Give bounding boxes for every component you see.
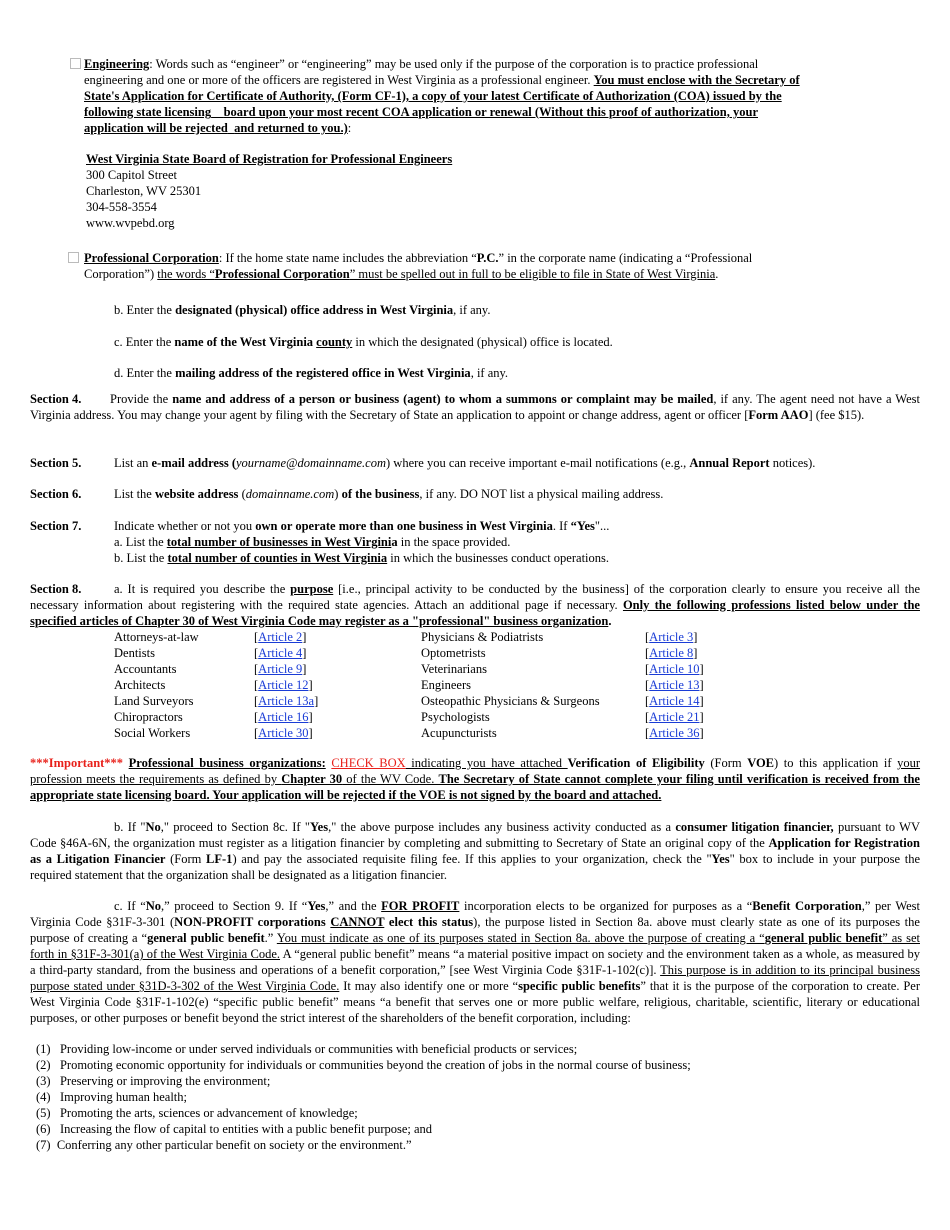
text: consumer litigation financier, [675, 820, 834, 834]
profession-name: Osteopathic Physicians & Surgeons [421, 694, 600, 708]
section-7-a [114, 534, 920, 550]
profession-name: Attorneys-at-law [114, 630, 199, 644]
text: VOE [747, 756, 775, 770]
text: , if any. The agent need not have a West Virginia address. You may change your agent by filing with the Secretary of State an application to appoint or change address, agent or officer [ [30, 392, 920, 422]
profession-name: Land Surveyors [114, 694, 194, 708]
text: purpose [290, 582, 334, 596]
text: : [347, 121, 352, 135]
text: A “general public benefit” means “a material positive impact on society and the environment taken as a whole, as measured by a third-party standard, from the business and operations of a benefit corporation,” [see West Virginia Code §31F-1-102(c)]. [30, 947, 920, 977]
section-label: Section 4. [30, 392, 82, 406]
item-b [114, 302, 491, 318]
list-item: (3) Preserving or improving the environment; [36, 1074, 271, 1088]
text: ,” and the [325, 899, 382, 913]
text: website address [154, 487, 239, 501]
text: incorporation elects to be organized for purposes as a “ [459, 899, 753, 913]
profession-name: Veterinarians [421, 662, 487, 676]
article-link[interactable]: Article 21 [649, 710, 700, 724]
text: Form AAO [748, 408, 809, 422]
text: It may also identify one or more “ [339, 979, 519, 993]
text: P.C. [476, 251, 499, 265]
article-link[interactable]: Article 13 [649, 678, 700, 692]
table-cell [114, 693, 254, 709]
text: ” in the corporate name (indicating a “Professional Corporation”) [84, 251, 753, 281]
text: Yes [307, 899, 326, 913]
text: general public benefit [147, 931, 265, 945]
text: No [145, 820, 161, 834]
profession-name: Engineers [421, 678, 471, 692]
text: a [391, 535, 398, 549]
text: and returned to you.) [234, 121, 348, 135]
table-cell: [Article 13a] [254, 694, 319, 708]
text: ), the purpose listed in Section 8a. above must clearly state as one of its purposes the purpose of creating a “ [30, 915, 920, 945]
text: elect this status [384, 915, 474, 929]
table-cell: [Article 30] [254, 726, 313, 740]
table-row [114, 693, 725, 709]
table-cell [421, 677, 645, 693]
table-cell: [Article 4] [254, 646, 307, 660]
text: mailing address of the registered office in West Virginia [175, 366, 471, 380]
table-cell: [Article 21] [645, 710, 704, 724]
text: general public benefit [764, 931, 883, 945]
text: [i.e., principal activity to be conducted by the business] of the corporation clearly to ensure you receive all the necessary information about registering with the required state agencies. Attach an additional page if necessary. [30, 582, 920, 612]
table-row [114, 661, 725, 677]
profession-name: Psychologists [421, 710, 490, 724]
text: total number of counties in West Virginia [167, 551, 388, 565]
text: ,” per West Virginia Code §31F-3-301 ( [30, 899, 921, 929]
text: pursuant to WV Code §46A-6N, the organization must register as a litigation financier by completing and submitting to Secretary of State an original copy of the [30, 820, 920, 850]
table-row [114, 725, 725, 741]
table-row [114, 709, 725, 725]
text: Indicate whether or not you [114, 519, 256, 533]
table-cell [421, 645, 645, 661]
text: ) [334, 487, 342, 501]
text: name and address of a person or business (agent) to whom a summons or complaint may be mailed [172, 392, 714, 406]
article-link[interactable]: Article 2 [258, 630, 303, 644]
section-label: Section 8. [30, 582, 82, 596]
engineering-title: Engineering [84, 57, 150, 71]
text: in the space provided. [397, 535, 511, 549]
check-box-label: CHECK BOX [331, 756, 406, 770]
article-link[interactable]: Article 9 [258, 662, 303, 676]
item-d [114, 365, 508, 381]
text: own or operate more than one business in West Virginia [255, 519, 553, 533]
text: , if any. [470, 366, 509, 380]
text: a. List the [114, 535, 167, 549]
board-address [86, 151, 452, 231]
text: .” [264, 931, 277, 945]
text: FOR PROFIT [381, 899, 460, 913]
text: " box to include in your purpose the required statement that the organization shall be designated as a litigation financier. [30, 852, 921, 882]
article-link[interactable]: Article 30 [258, 726, 309, 740]
text: in which the businesses conduct operations. [387, 551, 610, 565]
article-link[interactable]: Article 13a [258, 694, 315, 708]
text: No [145, 899, 162, 913]
text: county [316, 335, 353, 349]
table-cell: [Article 2] [254, 630, 307, 644]
text: This purpose is in addition to its principal business purpose stated under §31D-3-302 of the West Virginia Code. [30, 963, 920, 993]
text: domainname.com [245, 487, 335, 501]
table-cell [421, 693, 645, 709]
text: LF-1 [206, 852, 233, 866]
table-row [114, 645, 725, 661]
section-5 [30, 455, 920, 471]
text: designated (physical) office address in West Virginia [175, 303, 454, 317]
table-cell [421, 709, 645, 725]
list-item: (2) Promoting economic opportunity for individuals or communities beyond the creation of jobs in the normal course of business; [36, 1058, 691, 1072]
table-cell: [Article 14] [645, 694, 704, 708]
table-cell [114, 661, 254, 677]
text: “Yes [570, 519, 595, 533]
text: List an [114, 456, 152, 470]
text: notices). [769, 456, 816, 470]
text: yourname@domainname.com [236, 456, 387, 470]
article-link[interactable]: Article 16 [258, 710, 309, 724]
profession-name: Physicians & Podiatrists [421, 630, 544, 644]
text: You must indicate as one of its purposes stated in Section 8a. above the purpose of creating a “ [276, 931, 765, 945]
text: in which the designated (physical) office is located. [352, 335, 613, 349]
important-label: ***Important*** [30, 756, 124, 770]
text: CANNOT [330, 915, 385, 929]
table-cell: [Article 12] [254, 678, 313, 692]
text: ” as set forth in §31F-3-301(a) of the West Virginia Code. [30, 931, 920, 961]
text: ," the above purpose includes any business activity conducted as a [328, 820, 676, 834]
text: of the business [341, 487, 420, 501]
profession-name: Dentists [114, 646, 155, 660]
text: Chapter 30 [281, 772, 343, 786]
text: . [608, 614, 612, 628]
text: of the WV Code. [342, 772, 439, 786]
pc-spelled-out [157, 267, 715, 281]
text: specific public benefits [518, 979, 641, 993]
table-cell: [Article 10] [645, 662, 704, 676]
article-link[interactable]: Article 36 [649, 726, 700, 740]
text: ," proceed to Section 8c. If " [160, 820, 310, 834]
text: (Form [704, 756, 748, 770]
section-7 [30, 518, 920, 566]
text: Application for Registration as a Litigation Financier [30, 836, 920, 866]
text: Annual Report [689, 456, 770, 470]
section-label: Section 7. [30, 519, 82, 533]
table-cell [421, 629, 645, 645]
item-c [114, 334, 613, 350]
text: , if any. [453, 303, 491, 317]
table-cell [421, 725, 645, 741]
text: List the [114, 487, 155, 501]
text: : Words such as “engineer” or “engineering” may be used only if the purpose of the corporation is to practice professional engineering and one or more of the officers are registered in West Virginia as a professional engineer. [84, 57, 759, 87]
profession-name: Social Workers [114, 726, 191, 740]
section-label: Section 6. [30, 487, 82, 501]
board-name: West Virginia State Board of Registration for Professional Engineers [86, 152, 453, 166]
table-row [114, 677, 725, 693]
board-phone: 304-558-3554 [86, 200, 157, 214]
table-cell: [Article 36] [645, 726, 704, 740]
table-cell [114, 677, 254, 693]
section-8c [30, 898, 920, 1026]
text: ” that it is the purpose of the corporation to create. Per West Virginia Code §31F-1-102(e) “specific public benefit” means “a benefit that serves one or more public welfare, religious, charitable, scientific, literary or educational purposes, or other purposes or benefit beyond the strict interest of the shareholders of the benefit corporation, including: [30, 979, 920, 1025]
list-item: (7) Conferring any other particular benefit on society or the environment.” [36, 1138, 412, 1152]
section-4 [30, 391, 920, 423]
text: a. It is required you describe the [114, 582, 291, 596]
profession-name: Chiropractors [114, 710, 183, 724]
text: Professional business organizations: [128, 756, 326, 770]
text: ) to this application if [774, 756, 898, 770]
article-link[interactable]: Article 12 [258, 678, 309, 692]
text: Yes [711, 852, 730, 866]
checkbox[interactable] [68, 250, 85, 266]
text: . [715, 267, 719, 281]
text: "... [594, 519, 610, 533]
list-item: (6) Increasing the flow of capital to entities with a public benefit purpose; and [36, 1122, 433, 1136]
text: . If [552, 519, 571, 533]
text: c. Enter the [114, 335, 175, 349]
pc-title: Professional Corporation [84, 251, 219, 265]
text: ] (fee $15). [808, 408, 865, 422]
text: NON-PROFIT corporations [174, 915, 331, 929]
section-7-b [114, 550, 920, 566]
text: You must enclose with the Secretary of State's Application for Certificate of Authority, (Form CF-1), a copy of your latest Certificate of Authorization (COA) issued by the following state licensing [84, 73, 800, 119]
text: , if any. DO NOT list a physical mailing address. [419, 487, 664, 501]
text: your profession meets the requirements as defined by [30, 756, 921, 786]
article-link[interactable]: Article 10 [649, 662, 700, 676]
profession-name: Architects [114, 678, 166, 692]
text: Verification of Eligibility [567, 756, 705, 770]
text: ) and pay the associated requisite filing fee. If this applies to your organization, check the " [232, 852, 712, 866]
professions-table [114, 629, 725, 741]
text: b. Enter the [114, 303, 176, 317]
checkbox[interactable] [70, 56, 87, 72]
text: : If the home state name includes the abbreviation “ [218, 251, 477, 265]
text: the words “ [157, 267, 215, 281]
table-cell: [Article 16] [254, 710, 313, 724]
benefits-list [36, 1041, 916, 1153]
professional-corporation-note [68, 250, 808, 282]
text: Benefit Corporation [752, 899, 862, 913]
profession-name: Optometrists [421, 646, 486, 660]
board-street: 300 Capitol Street [86, 168, 177, 182]
table-cell: [Article 3] [645, 630, 698, 644]
table-row [114, 629, 725, 645]
list-item: (4) Improving human health; [36, 1090, 188, 1104]
text: ” must be spelled out in full to be eligible to file in State of West Virginia [349, 267, 716, 281]
text: name of the West Virginia [174, 335, 317, 349]
text: c. If “ [114, 899, 146, 913]
text: ,” proceed to Section 9. If “ [161, 899, 308, 913]
table-cell [114, 645, 254, 661]
text: Only the following professions listed below under the specified articles of Chapter 30 of West Virginia Code may register as a "professional" business organization [30, 598, 920, 628]
board-website: www.wvpebd.org [86, 216, 175, 230]
engineering-note [70, 56, 810, 136]
table-cell [114, 629, 254, 645]
text: e-mail address ( [151, 456, 236, 470]
text: (Form [165, 852, 207, 866]
text: b. If " [114, 820, 146, 834]
table-cell: [Article 13] [645, 678, 704, 692]
text: ) where you can receive important e-mail notifications (e.g., [386, 456, 690, 470]
table-cell: [Article 9] [254, 662, 307, 676]
important-notice [30, 755, 920, 803]
text: board upon your most recent COA application or renewal (Without this proof of authorization, your application will be rejected [84, 105, 758, 135]
section-8b [30, 819, 920, 883]
profession-name: Acupuncturists [421, 726, 497, 740]
table-cell [421, 661, 645, 677]
list-item: (1) Providing low-income or under served individuals or communities with beneficial products or services; [36, 1042, 578, 1056]
text: Yes [310, 820, 329, 834]
text: Professional Corporation [214, 267, 350, 281]
article-link[interactable]: Article 8 [649, 646, 694, 660]
section-label: Section 5. [30, 456, 82, 470]
section-6 [30, 486, 920, 502]
table-cell [114, 725, 254, 741]
text: Provide the [110, 392, 173, 406]
text: The Secretary of State cannot complete your filing until verification is received from the appropriate state licensing board. Your application will be rejected if the VOE is not signed by the board and attached. [30, 772, 920, 802]
table-cell: [Article 8] [645, 646, 698, 660]
text: ( [238, 487, 246, 501]
article-link[interactable]: Article 14 [649, 694, 700, 708]
list-item: (5) Promoting the arts, sciences or advancement of knowledge; [36, 1106, 358, 1120]
article-link[interactable]: Article 4 [258, 646, 303, 660]
profession-name: Accountants [114, 662, 177, 676]
text: indicating you have attached [405, 756, 568, 770]
board-city: Charleston, WV 25301 [86, 184, 202, 198]
text: b. List the [114, 551, 168, 565]
text: d. Enter the [114, 366, 176, 380]
text: total number of businesses in West Virgini [166, 535, 392, 549]
article-link[interactable]: Article 3 [649, 630, 694, 644]
table-cell [114, 709, 254, 725]
section-8a [30, 581, 920, 629]
